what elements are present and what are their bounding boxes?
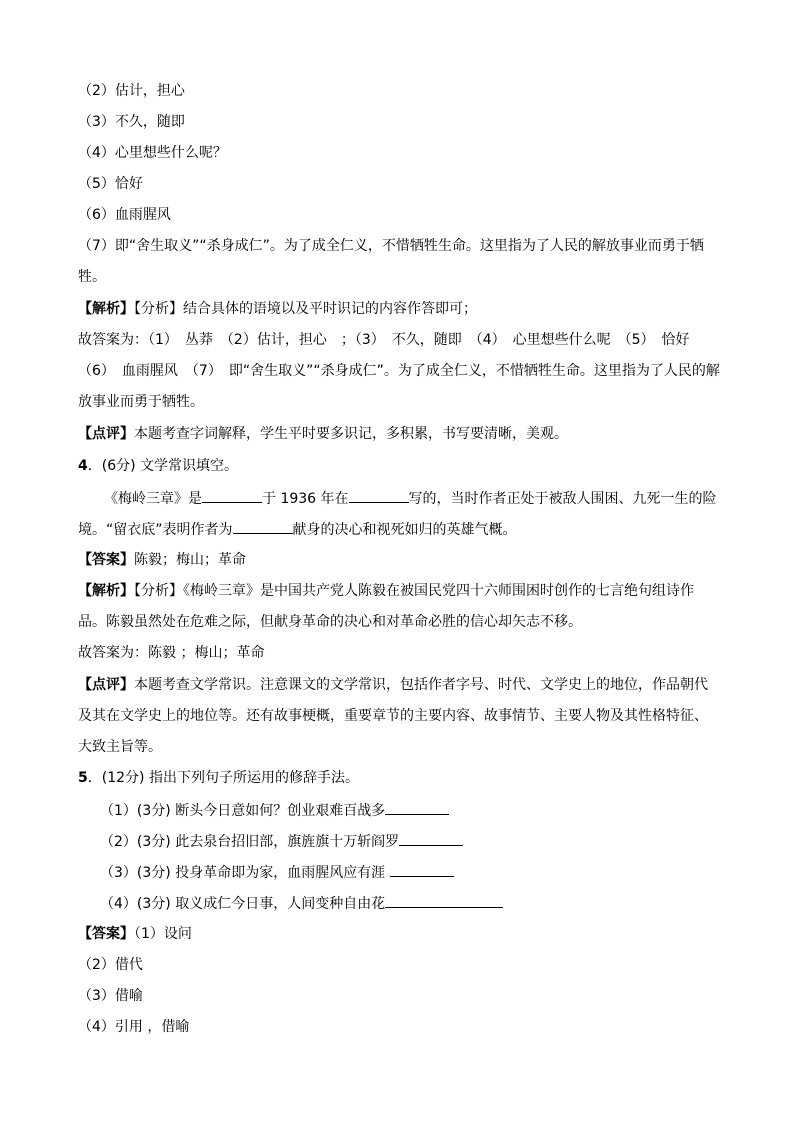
fill-blank-q5-3[interactable] bbox=[390, 861, 454, 877]
q4-stem-line1: 《梅岭三章》是 于 1936 年在 写的，当时作者正处于被敌人围困、九死一生的险 bbox=[104, 487, 717, 509]
q4-number: 4 bbox=[78, 458, 88, 474]
q3-comment bbox=[78, 424, 568, 444]
fill-blank-3[interactable] bbox=[233, 518, 293, 534]
q4-title: 文学常识填空。 bbox=[140, 458, 239, 474]
q5-answer-3: （3）借喻 bbox=[78, 988, 143, 1004]
fill-blank-1[interactable] bbox=[202, 487, 262, 503]
q3-analysis bbox=[78, 299, 477, 319]
q4-comment-line2: 及其在文学史上的地位等。还有故事梗概，重要章节的主要内容、故事情节、主要人物及其性格特征、 bbox=[78, 708, 708, 724]
q3-final-answer-line3: 放事业而勇于牺牲。 bbox=[78, 394, 204, 410]
comment-text: 本题考查字词解释，学生平时要多识记，多积累，书写要清晰，美观。 bbox=[134, 426, 568, 442]
q4-stem-line2: 境。“留衣底”表明作者为 献身的决心和视死如归的英雄气概。 bbox=[78, 518, 517, 540]
q4-analysis-line2: 品。陈毅虽然处在危难之际，但献身革命的决心和对革命必胜的信心却矢志不移。 bbox=[78, 614, 582, 630]
q4-analysis-line1: 【解析】【分析】《梅岭三章》是中国共产党人陈毅在被国民党四十六师围困时创作的七言绝句组诗作 bbox=[78, 583, 694, 599]
q5-heading bbox=[78, 768, 359, 788]
q4-comment-line3: 大致主旨等。 bbox=[78, 739, 162, 755]
answer-q3-5: （5）恰好 bbox=[78, 176, 143, 192]
q4-comment-line1: 【点评】本题考查文学常识。注意课文的文学常识，包括作者字号、时代、文学史上的地位，作品朝代 bbox=[78, 677, 708, 693]
q5-title: 指出下列句子所运用的修辞手法。 bbox=[148, 770, 359, 786]
fill-blank-q5-1[interactable] bbox=[385, 799, 449, 815]
answer-q3-6: （6）血雨腥风 bbox=[78, 207, 171, 223]
answer-q3-7-line2: 牲。 bbox=[78, 269, 106, 285]
answer-q3-3: （3）不久，随即 bbox=[78, 114, 185, 130]
q5-answer-2: （2）借代 bbox=[78, 957, 143, 973]
q3-final-answer-line1: 故答案为：（1） 丛莽 （2）估计，担心 ；（3） 不久，随即 （4） 心里想些什么呢 （5） 恰好 bbox=[78, 332, 690, 348]
q5-item-4: （4）(3分) 取义成仁今日事，人间变种自由花 bbox=[100, 892, 503, 914]
answer-q3-4: （4）心里想些什么呢？ bbox=[78, 145, 227, 161]
analysis-tag: 【解析】 bbox=[78, 301, 134, 317]
analysis-text: 【分析】结合具体的语境以及平时识记的内容作答即可； bbox=[134, 301, 477, 317]
q4-heading bbox=[78, 456, 238, 476]
fill-blank-q5-4[interactable] bbox=[385, 892, 503, 908]
fill-blank-q5-2[interactable] bbox=[399, 830, 463, 846]
q5-item-2: （2）(3分) 此去泉台招旧部，旗旌旗十万斩阎罗 bbox=[100, 830, 463, 852]
q5-number: 5 bbox=[78, 770, 88, 786]
answer-q3-7-line1: （7）即“舍生取义”“杀身成仁”。为了成全仁义，不惜牺牲生命。这里指为了人民的解放事业而勇于牺 bbox=[78, 238, 704, 254]
q5-item-1: （1）(3分) 断头今日意如何？创业艰难百战多 bbox=[100, 799, 449, 821]
q4-final-answer: 故答案为：陈毅 ；梅山；革命 bbox=[78, 645, 265, 661]
q5-answer-4: （4）引用 ，借喻 bbox=[78, 1019, 190, 1035]
q5-answer-1: 【答案】（1）设问 bbox=[78, 926, 192, 942]
q4-score: ．(6分) bbox=[87, 458, 136, 474]
q4-answer: 【答案】陈毅；梅山；革命 bbox=[78, 552, 246, 568]
comment-tag: 【点评】 bbox=[78, 426, 134, 442]
answer-q3-2: （2）估计，担心 bbox=[78, 83, 185, 99]
q5-item-3: （3）(3分) 投身革命即为家，血雨腥风应有涯 bbox=[100, 861, 454, 883]
q3-final-answer-line2: （6） 血雨腥风 （7） 即“舍生取义”“杀身成仁”。为了成全仁义，不惜牺牲生命。这里指为了人民的解 bbox=[78, 363, 720, 379]
fill-blank-2[interactable] bbox=[349, 487, 409, 503]
q5-score: ．(12分) bbox=[87, 770, 145, 786]
